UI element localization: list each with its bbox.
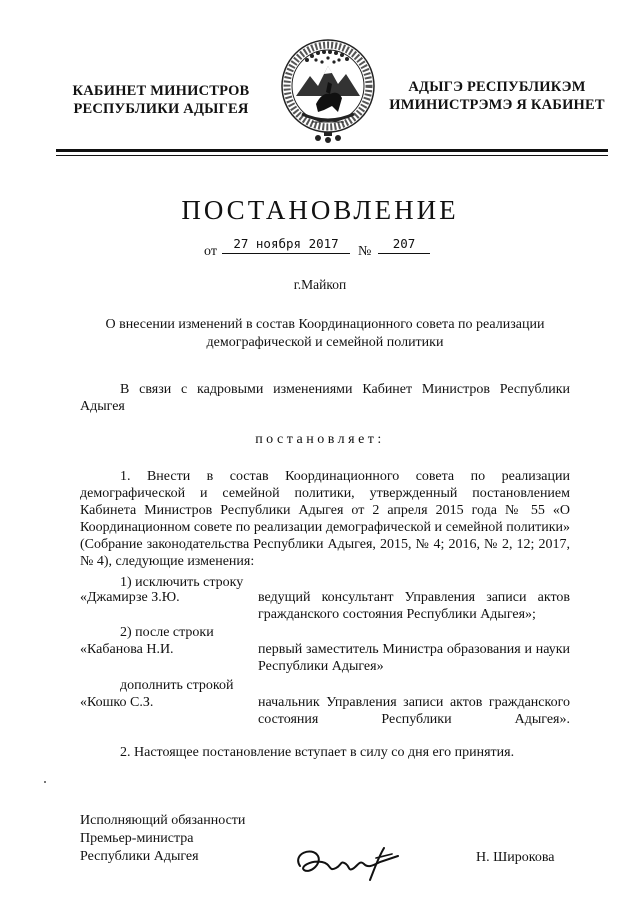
item-3-name: «Кошко С.З. xyxy=(80,695,154,710)
item-1-name: «Джамирзе З.Ю. xyxy=(80,590,180,605)
item-2-label: 2) после строки xyxy=(120,625,214,640)
signatory-name: Н. Широкова xyxy=(476,850,555,865)
signatory-title xyxy=(80,812,245,866)
issuer-line-1: КАБИНЕТ МИНИСТРОВ xyxy=(72,83,250,99)
document-subject xyxy=(80,316,570,352)
item-2-name: «Кабанова Н.И. xyxy=(80,642,174,657)
number-prefix: № xyxy=(358,244,372,259)
issuer-name-adyghe xyxy=(384,78,610,114)
item-2-description: первый заместитель Министра образования и науки Республики Адыгея» xyxy=(258,642,570,674)
subject-line-1: О внесении изменений в состав Координационного совета по реализации xyxy=(105,317,545,332)
signatory-title-line-2: Премьер-министра xyxy=(80,831,194,846)
document-number: 207 xyxy=(378,236,430,254)
city: г.Майкоп xyxy=(293,277,347,292)
document-date: 27 ноября 2017 xyxy=(222,236,350,254)
date-number-line xyxy=(200,236,440,258)
decree-word: постановляет: xyxy=(255,432,385,447)
issuer-line-2: РЕСПУБЛИКИ АДЫГЕЯ xyxy=(73,101,249,117)
item-1-label: 1) исключить строку xyxy=(120,575,244,590)
signatory-title-line-1: Исполняющий обязанности xyxy=(80,813,246,828)
issuer-line-2-adyghe: ИМИНИСТРЭМЭ Я КАБИНЕТ xyxy=(389,97,605,113)
item-1-description: ведущий консультант Управления записи актов гражданского состояния Республики Адыгея»; xyxy=(258,590,570,622)
paragraph-2: 2. Настоящее постановление вступает в силу со дня его принятия. xyxy=(120,745,515,760)
item-3-label: дополнить строкой xyxy=(120,678,234,693)
subject-line-2: демографической и семейной политики xyxy=(206,335,444,350)
header-divider-thin xyxy=(56,155,608,156)
date-prefix: от xyxy=(204,244,217,259)
paragraph-1: 1. Внести в состав Координационного совета по реализации демографической и семейной политики, утвержденный постановлением Кабинета Министров Республики Адыгея от 2 апреля 2015 года № 55 «О Координационном совете по реализации демографической и семейной политики» (Собрание законодательства Республики Адыгея, 2015, № 4; 2016, № 2, 12; 2017, № 4), следующие изменения: xyxy=(80,469,570,569)
header-divider-thick xyxy=(56,149,608,152)
handwritten-signature-icon xyxy=(288,836,418,886)
scan-speck xyxy=(44,781,46,783)
signatory-title-line-3: Республики Адыгея xyxy=(80,849,199,864)
intro-paragraph: В связи с кадровыми изменениями Кабинет Министров Республики Адыгея xyxy=(80,382,570,414)
issuer-line-1-adyghe: АДЫГЭ РЕСПУБЛИКЭМ xyxy=(408,79,586,95)
item-3-description: начальник Управления записи актов гражданского состояния Республики Адыгея». xyxy=(258,695,570,727)
coat-of-arms-icon xyxy=(272,36,384,148)
issuer-name-russian xyxy=(66,82,256,118)
document-title: ПОСТАНОВЛЕНИЕ xyxy=(181,195,459,225)
